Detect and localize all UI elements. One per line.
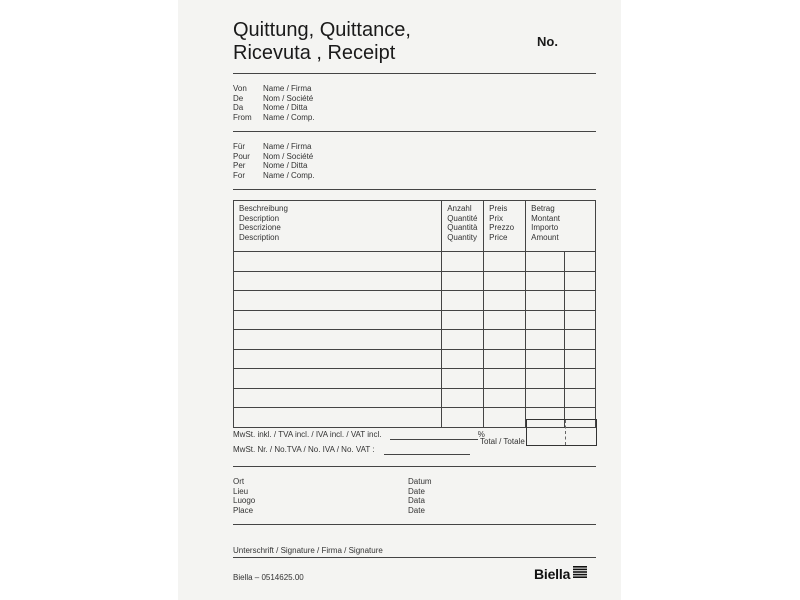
amount-cell[interactable]	[526, 330, 565, 350]
amount-cell[interactable]	[526, 252, 565, 272]
amount-cell[interactable]	[526, 369, 565, 389]
header-text: Price	[489, 232, 508, 242]
header-text: Quantity	[447, 232, 477, 242]
header-text: Anzahl	[447, 204, 472, 213]
quantity-cell[interactable]	[442, 291, 484, 311]
to-label: Name / Firma	[263, 142, 312, 151]
price-cell[interactable]	[484, 408, 526, 428]
total-label: Total / Totale	[480, 437, 525, 446]
brand-logo	[534, 565, 587, 583]
date-block	[408, 477, 432, 515]
percent-sign: %	[477, 430, 485, 439]
decimal-divider	[565, 420, 566, 445]
brand-name: Biella	[534, 566, 571, 582]
date-label: Datum	[408, 477, 432, 486]
table-header-row	[234, 201, 596, 252]
amount-cell[interactable]	[526, 349, 565, 369]
table-row	[234, 330, 596, 350]
from-lang: Von	[233, 84, 247, 93]
header-description	[234, 201, 442, 252]
from-lang: De	[233, 93, 244, 103]
place-label: Ort	[233, 477, 245, 486]
price-cell[interactable]	[484, 252, 526, 272]
place-label: Luogo	[233, 496, 256, 506]
vat-rate-field[interactable]	[390, 439, 478, 440]
amount-decimal-cell[interactable]	[565, 349, 596, 369]
header-text: Description	[239, 232, 280, 242]
header-text: Quantità	[447, 223, 478, 233]
header-text: Prix	[489, 213, 503, 223]
table-row	[234, 349, 596, 369]
from-lang: From	[233, 112, 252, 122]
to-lang: For	[233, 170, 245, 180]
signature-label: Unterschrift / Signature / Firma / Signature	[233, 546, 383, 555]
table-row	[234, 252, 596, 272]
from-block	[233, 84, 315, 122]
description-cell[interactable]	[234, 388, 442, 408]
to-label: Nom / Société	[263, 151, 314, 161]
quantity-cell[interactable]	[442, 330, 484, 350]
table-row	[234, 310, 596, 330]
amount-decimal-cell[interactable]	[565, 388, 596, 408]
quantity-cell[interactable]	[442, 349, 484, 369]
quantity-cell[interactable]	[442, 388, 484, 408]
amount-decimal-cell[interactable]	[565, 369, 596, 389]
description-cell[interactable]	[234, 349, 442, 369]
table-row	[234, 388, 596, 408]
from-label: Name / Firma	[263, 84, 312, 93]
price-cell[interactable]	[484, 369, 526, 389]
quantity-cell[interactable]	[442, 369, 484, 389]
amount-cell[interactable]	[526, 310, 565, 330]
amount-decimal-cell[interactable]	[565, 330, 596, 350]
place-label: Place	[233, 505, 254, 515]
header-text: Description	[239, 213, 280, 223]
price-cell[interactable]	[484, 349, 526, 369]
header-text: Montant	[531, 213, 561, 223]
description-cell[interactable]	[234, 408, 442, 428]
table-row	[234, 271, 596, 291]
header-price	[484, 201, 526, 252]
to-label: Name / Comp.	[263, 170, 315, 180]
header-text: Beschreibung	[239, 204, 288, 213]
from-label: Nome / Ditta	[263, 103, 308, 113]
price-cell[interactable]	[484, 330, 526, 350]
vat-number-row	[233, 445, 470, 455]
price-cell[interactable]	[484, 310, 526, 330]
header-text: Prezzo	[489, 223, 515, 233]
items-table	[233, 200, 596, 428]
place-label: Lieu	[233, 486, 249, 496]
divider	[233, 466, 596, 467]
vat-number-field[interactable]	[384, 454, 470, 455]
from-lang: Da	[233, 103, 244, 113]
quantity-cell[interactable]	[442, 271, 484, 291]
table-row	[234, 369, 596, 389]
to-name-line[interactable]	[233, 189, 596, 190]
price-cell[interactable]	[484, 271, 526, 291]
header-quantity	[442, 201, 484, 252]
quantity-cell[interactable]	[442, 408, 484, 428]
vat-incl-row	[233, 430, 485, 440]
header-text: Quantité	[447, 213, 478, 223]
amount-decimal-cell[interactable]	[565, 310, 596, 330]
divider	[233, 73, 596, 74]
total-box[interactable]	[526, 419, 597, 446]
table-row	[234, 291, 596, 311]
quantity-cell[interactable]	[442, 310, 484, 330]
from-label: Nom / Société	[263, 93, 314, 103]
header-text: Importo	[531, 223, 559, 233]
description-cell[interactable]	[234, 369, 442, 389]
description-cell[interactable]	[234, 271, 442, 291]
title-line-1: Quittung, Quittance,	[233, 19, 411, 41]
price-cell[interactable]	[484, 388, 526, 408]
to-lang: Pour	[233, 151, 250, 161]
amount-decimal-cell[interactable]	[565, 271, 596, 291]
to-lang: Für	[233, 142, 245, 151]
to-label: Nome / Ditta	[263, 161, 308, 171]
signature-line[interactable]	[233, 557, 596, 558]
place-block	[233, 477, 255, 515]
vat-incl-label: MwSt. inkl. / TVA incl. / IVA incl. / VAT incl.	[233, 430, 382, 439]
amount-cell[interactable]	[526, 291, 565, 311]
date-label: Data	[408, 496, 425, 506]
header-amount	[526, 201, 596, 252]
amount-cell[interactable]	[526, 271, 565, 291]
title-line-2: Ricevuta , Receipt	[233, 42, 396, 64]
vat-number-label: MwSt. Nr. / No.TVA / No. IVA / No. VAT :	[233, 445, 375, 454]
article-number: Biella – 0514625.00	[233, 573, 304, 582]
description-cell[interactable]	[234, 291, 442, 311]
price-cell[interactable]	[484, 291, 526, 311]
amount-cell[interactable]	[526, 388, 565, 408]
to-block	[233, 142, 315, 180]
header-text: Amount	[531, 232, 559, 242]
date-label: Date	[408, 505, 425, 515]
from-label: Name / Comp.	[263, 112, 315, 122]
from-name-line[interactable]	[233, 131, 596, 132]
brand-stripes-icon	[573, 565, 587, 583]
header-text: Preis	[489, 204, 508, 213]
header-text: Descrizione	[239, 223, 281, 233]
amount-decimal-cell[interactable]	[565, 252, 596, 272]
date-label: Date	[408, 486, 425, 496]
to-lang: Per	[233, 161, 246, 171]
quantity-cell[interactable]	[442, 252, 484, 272]
description-cell[interactable]	[234, 252, 442, 272]
form-title	[233, 19, 411, 65]
place-date-line[interactable]	[233, 524, 596, 525]
description-cell[interactable]	[234, 310, 442, 330]
description-cell[interactable]	[234, 330, 442, 350]
header-text: Betrag	[531, 204, 555, 213]
amount-decimal-cell[interactable]	[565, 291, 596, 311]
receipt-number-label: No.	[537, 34, 558, 49]
